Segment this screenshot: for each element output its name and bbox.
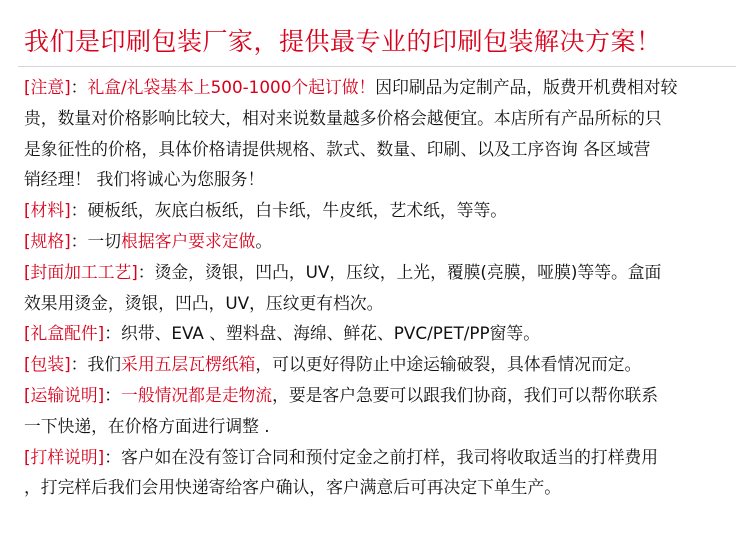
notice-separator: ： xyxy=(70,77,88,97)
packing-section xyxy=(24,349,730,380)
shipping-text: ，要是客户急要可以跟我们协商，我们可以帮你联系 xyxy=(272,384,659,405)
sample-text: 客户如在没有签订合同和预付定金之前打样，我司将收取适当的打样费用 xyxy=(121,446,659,467)
info-content xyxy=(24,72,730,503)
sample-line-2: ，打完样后我们会用快递寄给客户确认，客户满意后可再决定下单生产。 xyxy=(24,477,562,498)
accessory-tag: [礼盒配件] xyxy=(24,323,105,344)
shipping-section xyxy=(24,380,730,442)
packing-separator: ： xyxy=(70,354,88,375)
material-tag: [材料] xyxy=(24,200,71,221)
material-section xyxy=(24,195,730,226)
sample-tag: [打样说明] xyxy=(24,446,105,467)
packing-tag: [包装] xyxy=(24,354,71,375)
shipping-highlight: 一般情况都是走物流 xyxy=(121,384,273,405)
sample-line-1 xyxy=(24,442,730,473)
spec-section xyxy=(24,226,730,257)
notice-tag: [注意] xyxy=(24,77,71,97)
accessory-line xyxy=(24,318,730,349)
sample-section xyxy=(24,442,730,504)
finish-tag: [封面加工工艺] xyxy=(24,261,138,282)
page-title: 我们是印刷包装厂家，提供最专业的印刷包装解决方案！ xyxy=(24,27,662,56)
material-text: 硬板纸，灰底白板纸，白卡纸，牛皮纸，艺术纸，等等。 xyxy=(87,200,508,221)
finish-line-1 xyxy=(24,257,730,288)
packing-line xyxy=(24,349,730,380)
title-divider xyxy=(18,66,736,67)
accessory-section xyxy=(24,318,730,349)
notice-text: 因印刷品为定制产品，版费开机费相对较 xyxy=(375,77,678,97)
shipping-line-1 xyxy=(24,380,730,411)
notice-line-1 xyxy=(24,72,730,103)
spec-separator: ： xyxy=(70,230,88,251)
spec-text-c: 。 xyxy=(255,230,273,251)
notice-section xyxy=(24,72,730,195)
accessory-separator: ： xyxy=(104,323,122,344)
packing-text-a: 我们 xyxy=(87,354,122,375)
sample-separator: ： xyxy=(104,446,122,467)
shipping-tag: [运输说明] xyxy=(24,384,105,405)
material-separator: ： xyxy=(70,200,88,221)
finish-separator: ： xyxy=(137,261,155,282)
spec-text-a: 一切 xyxy=(87,230,122,251)
notice-line-2: 贵，数量对价格影响比较大，相对来说数量越多价格会越便宜。本店所有产品所标的只 xyxy=(24,107,662,128)
notice-line-3: 是象征性的价格，具体价格请提供规格、款式、数量、印刷、以及工序咨询 各区域营 xyxy=(24,138,651,159)
shipping-line-2: 一下快递，在价格方面进行调整 . xyxy=(24,415,270,436)
spec-highlight: 根据客户要求定做 xyxy=(121,230,256,251)
notice-highlight: 礼盒/礼袋基本上500-1000个起订做！ xyxy=(87,77,376,97)
notice-line-4: 销经理！ 我们将诚心为您服务！ xyxy=(24,169,265,190)
finish-section xyxy=(24,257,730,319)
shipping-separator: ： xyxy=(104,384,122,405)
material-line xyxy=(24,195,730,226)
finish-line-2: 效果用烫金，烫银，凹凸，UV，压纹更有档次。 xyxy=(24,292,384,313)
spec-line xyxy=(24,226,730,257)
accessory-text: 织带、EVA 、塑料盘、海绵、鲜花、PVC/PET/PP窗等。 xyxy=(121,323,540,344)
packing-text-c: ，可以更好得防止中途运输破裂，具体看情况而定。 xyxy=(255,354,642,375)
finish-text: 烫金，烫银，凹凸，UV，压纹，上光，覆膜(亮膜，哑膜)等等。盒面 xyxy=(154,261,662,282)
packing-highlight: 采用五层瓦楞纸箱 xyxy=(121,354,256,375)
spec-tag: [规格] xyxy=(24,230,71,251)
